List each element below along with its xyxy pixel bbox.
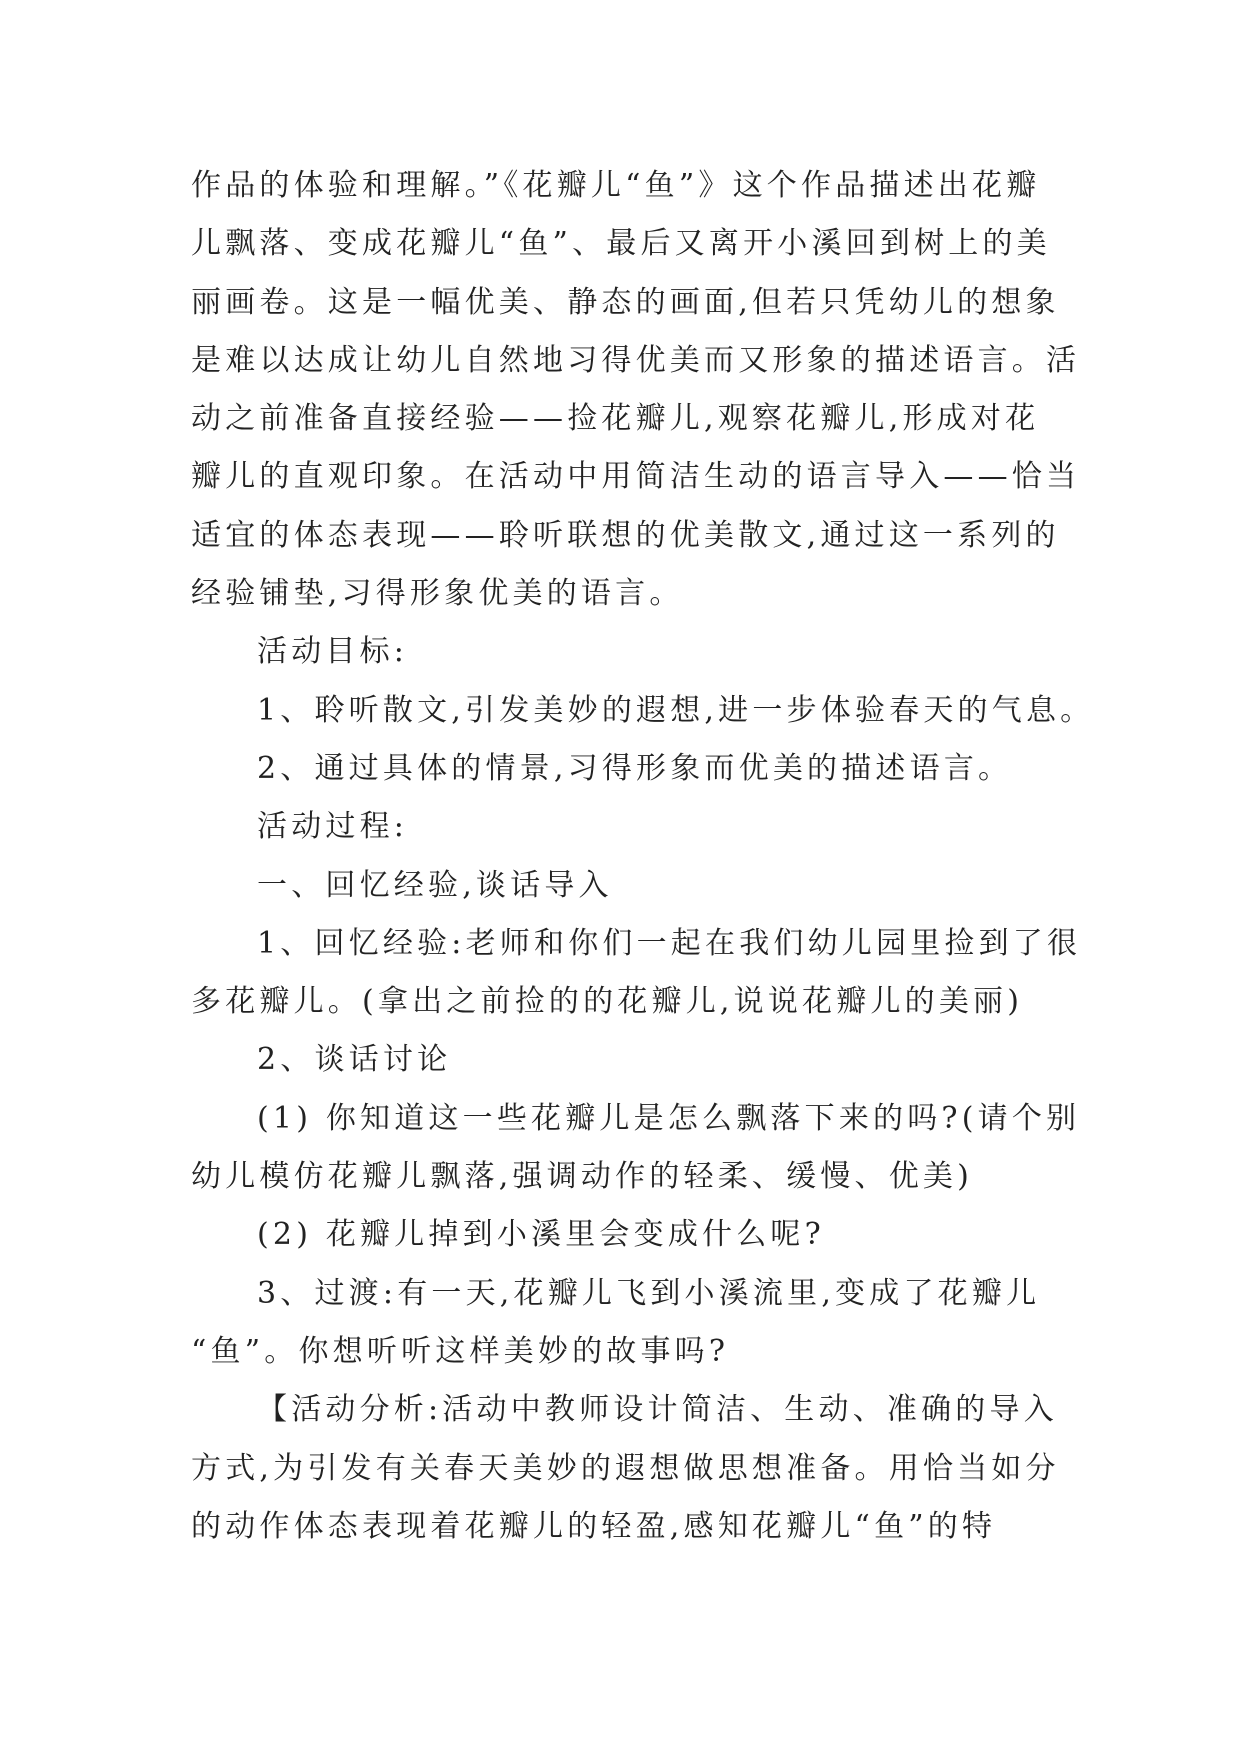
text-line: “鱼”。你想听听这样美妙的故事吗? [191, 1333, 730, 1369]
text-line: 1、聆听散文,引发美妙的遐想,进一步体验春天的气息。 [257, 692, 1095, 728]
text-line: (2) 花瓣儿掉到小溪里会变成什么呢? [257, 1217, 825, 1253]
text-line: 经验铺垫,习得形象优美的语言。 [191, 576, 684, 612]
text-line: 一、回忆经验,谈话导入 [257, 867, 613, 903]
text-line: 【活动分析:活动中教师设计简洁、生动、准确的导入 [257, 1392, 1058, 1428]
text-line: 作品的体验和理解。”《花瓣儿“鱼”》这个作品描述出花瓣 [191, 168, 1041, 203]
text-line: (1) 你知道这一些花瓣儿是怎么飘落下来的吗?(请个别 [257, 1100, 1081, 1136]
text-line: 多花瓣儿。(拿出之前捡的的花瓣儿,说说花瓣儿的美丽) [191, 984, 1024, 1020]
text-line: 1、回忆经验:老师和你们一起在我们幼儿园里捡到了很 [257, 925, 1082, 961]
document-body [191, 157, 1095, 1556]
text-line: 3、过渡:有一天,花瓣儿飞到小溪流里,变成了花瓣儿 [257, 1275, 1041, 1311]
text-line: 幼儿模仿花瓣儿飘落,强调动作的轻柔、缓慢、优美) [191, 1159, 974, 1195]
text-line: 方式,为引发有关春天美妙的遐想做思想准备。用恰当如分 [191, 1450, 1060, 1486]
text-line: 瓣儿的直观印象。在活动中用简洁生动的语言导入——恰当 [191, 459, 1081, 495]
text-line: 2、通过具体的情景,习得形象而优美的描述语言。 [257, 750, 1013, 786]
text-line: 2、谈话讨论 [257, 1042, 452, 1078]
text-line: 适宜的体态表现——聆听联想的优美散文,通过这一系列的 [191, 517, 1060, 553]
text-line: 丽画卷。这是一幅优美、静态的画面,但若只凭幼儿的想象 [191, 284, 1060, 320]
text-line: 活动过程: [257, 809, 409, 845]
text-line: 活动目标: [257, 634, 409, 670]
text-line: 儿飘落、变成花瓣儿“鱼”、最后又离开小溪回到树上的美 [191, 226, 1051, 262]
text-line: 是难以达成让幼儿自然地习得优美而又形象的描述语言。活 [191, 342, 1081, 378]
text-line: 的动作体态表现着花瓣儿的轻盈,感知花瓣儿“鱼”的特 [191, 1508, 997, 1544]
text-line: 动之前准备直接经验——捡花瓣儿,观察花瓣儿,形成对花 [191, 401, 1040, 437]
